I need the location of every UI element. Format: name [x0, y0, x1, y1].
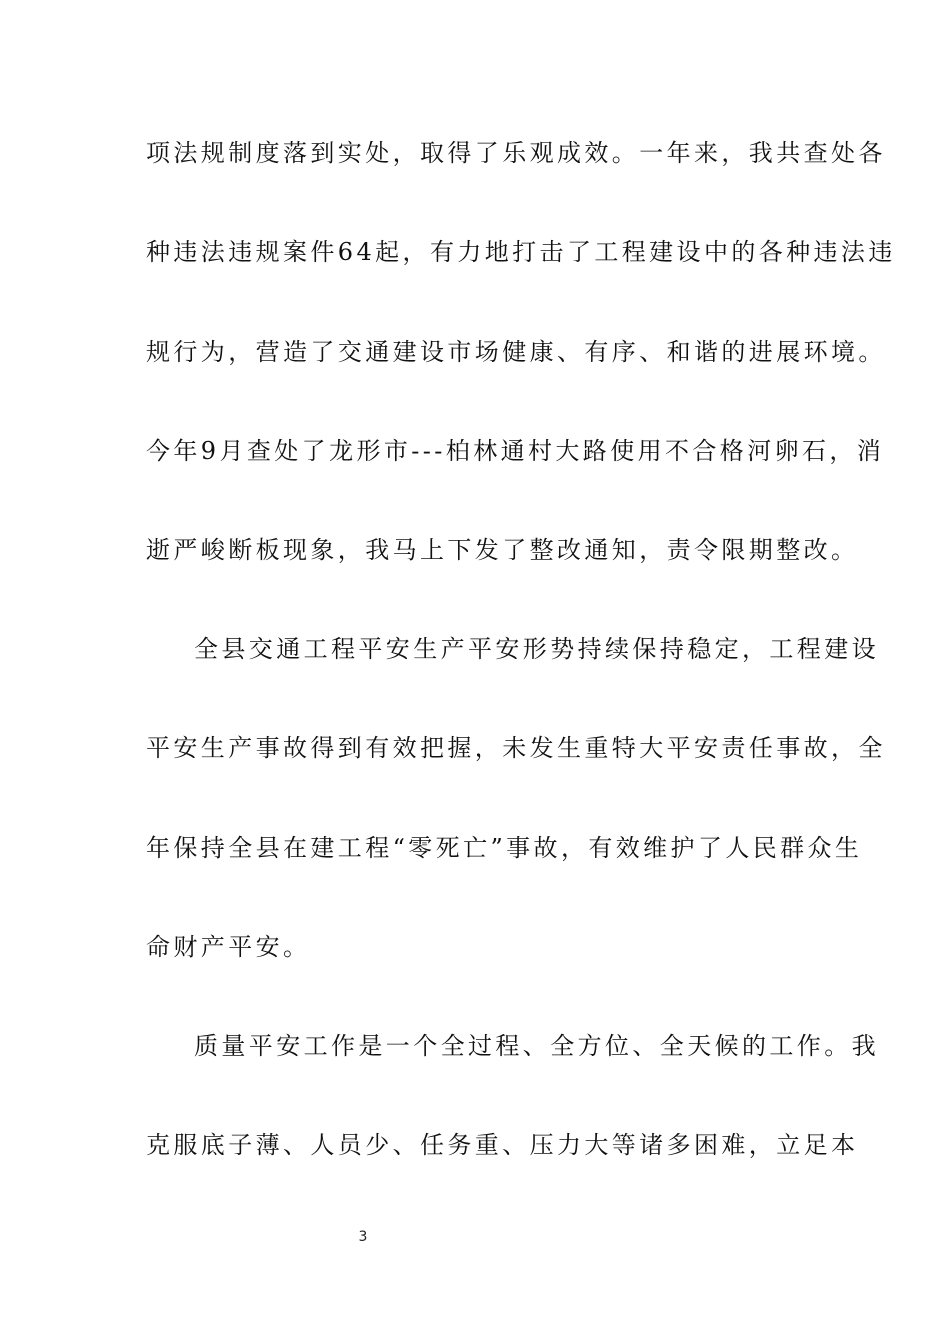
paragraph-2-line-1: 全县交通工程平安生产平安形势持续保持稳定，工程建设 — [194, 635, 879, 663]
paragraph-1-line-5: 逝严峻断板现象，我马上下发了整改通知，责令限期整改。 — [146, 536, 859, 564]
paragraph-1-line-2: 种违法违规案件64起，有力地打击了工程建设中的各种违法违 — [146, 238, 896, 266]
page-number: 3 — [358, 1229, 368, 1245]
paragraph-1-line-4: 今年9月查处了龙形市---柏林通村大路使用不合格河卵石，消 — [146, 437, 885, 465]
paragraph-2-line-3: 年保持全县在建工程“零死亡”事故，有效维护了人民群众生 — [146, 834, 863, 862]
paragraph-2-line-2: 平安生产事故得到有效把握，未发生重特大平安责任事故，全 — [146, 734, 886, 762]
paragraph-1-line-3: 规行为，营造了交通建设市场健康、有序、和谐的进展环境。 — [146, 338, 886, 366]
paragraph-1-line-1: 项法规制度落到实处，取得了乐观成效。一年来，我共查处各 — [146, 139, 886, 167]
paragraph-3-line-1: 质量平安工作是一个全过程、全方位、全天候的工作。我 — [194, 1032, 879, 1060]
paragraph-2-line-4: 命财产平安。 — [146, 933, 311, 961]
paragraph-3-line-2: 克服底子薄、人员少、任务重、压力大等诸多困难，立足本 — [146, 1131, 859, 1159]
